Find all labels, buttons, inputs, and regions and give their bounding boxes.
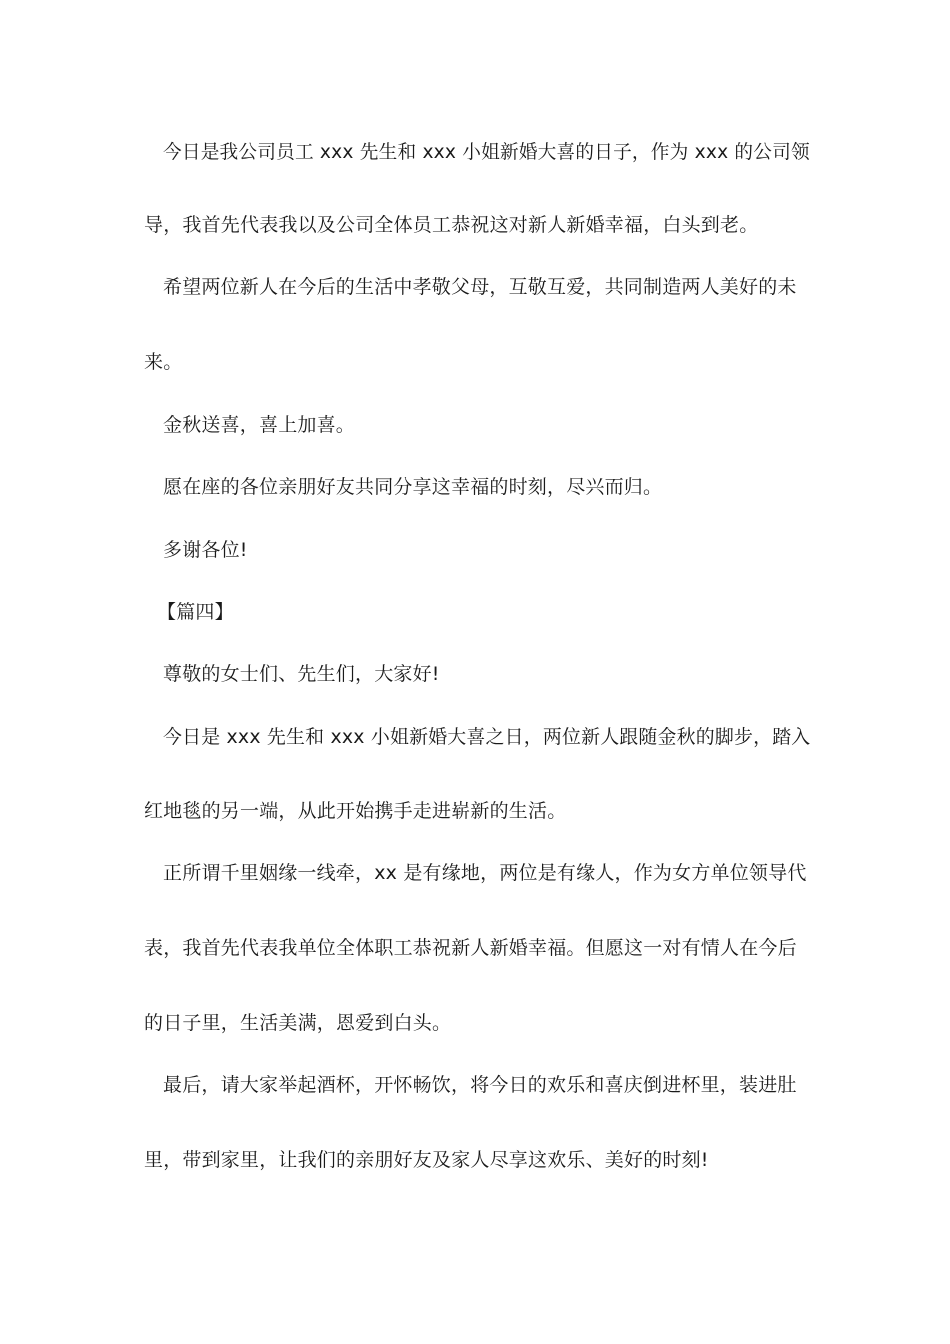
paragraph-line: 表，我首先代表我单位全体职工恭祝新人新婚幸福。但愿这一对有情人在今后 — [144, 937, 797, 959]
paragraph-line: 尊敬的女士们、先生们，大家好! — [163, 663, 440, 685]
paragraph-line: 来。 — [144, 351, 183, 373]
paragraph-line: 红地毯的另一端，从此开始携手走进崭新的生活。 — [144, 800, 567, 822]
paragraph-line: 正所谓千里姻缘一线牵，xx 是有缘地，两位是有缘人，作为女方单位领导代 — [163, 862, 807, 884]
paragraph-line: 的日子里，生活美满，恩爱到白头。 — [144, 1012, 452, 1034]
paragraph-line: 希望两位新人在今后的生活中孝敬父母，互敬互爱，共同制造两人美好的未 — [163, 276, 797, 298]
paragraph-line: 金秋送喜，喜上加喜。 — [163, 414, 356, 436]
paragraph-line: 多谢各位! — [163, 539, 248, 561]
paragraph-line: 今日是 xxx 先生和 xxx 小姐新婚大喜之日，两位新人跟随金秋的脚步，踏入 — [163, 726, 811, 748]
paragraph-line: 今日是我公司员工 xxx 先生和 xxx 小姐新婚大喜的日子，作为 xxx 的公司领 — [163, 141, 810, 163]
paragraph-line: 愿在座的各位亲朋好友共同分享这幸福的时刻，尽兴而归。 — [163, 476, 663, 498]
paragraph-line: 导，我首先代表我以及公司全体员工恭祝这对新人新婚幸福，白头到老。 — [144, 214, 759, 236]
section-heading: 【篇四】 — [157, 601, 234, 623]
paragraph-line: 最后，请大家举起酒杯，开怀畅饮，将今日的欢乐和喜庆倒进杯里，装进肚 — [163, 1074, 797, 1096]
paragraph-line: 里，带到家里，让我们的亲朋好友及家人尽享这欢乐、美好的时刻! — [144, 1149, 709, 1171]
